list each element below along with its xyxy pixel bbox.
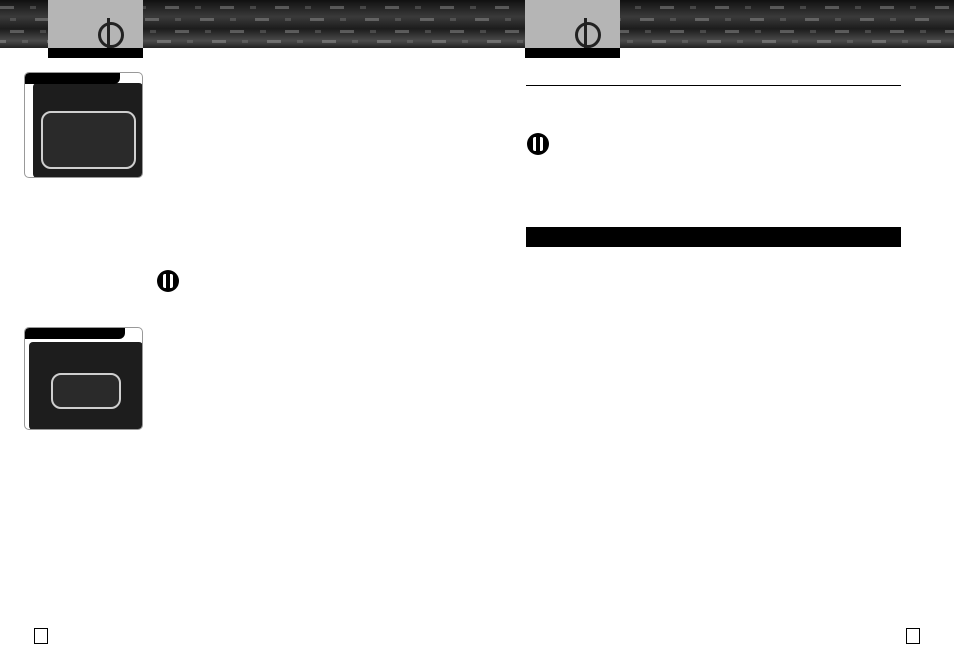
section-tab-left bbox=[48, 48, 143, 58]
page-number-right bbox=[906, 628, 920, 644]
setup-subhead bbox=[526, 70, 901, 86]
section-tab-right bbox=[525, 48, 620, 58]
water-texture bbox=[0, 6, 954, 9]
call-button-outline bbox=[51, 373, 121, 409]
page-header bbox=[0, 0, 954, 48]
call-button-image bbox=[24, 327, 143, 430]
hml-image-label bbox=[25, 73, 120, 84]
page-number-left bbox=[34, 628, 48, 644]
note-icon bbox=[157, 270, 179, 292]
water-texture bbox=[10, 30, 954, 33]
button-cluster bbox=[41, 111, 136, 169]
marine-mode-section-bar bbox=[526, 227, 901, 247]
call-image-label bbox=[25, 328, 125, 339]
note-icon bbox=[527, 133, 549, 155]
hml-button-image bbox=[24, 72, 143, 178]
